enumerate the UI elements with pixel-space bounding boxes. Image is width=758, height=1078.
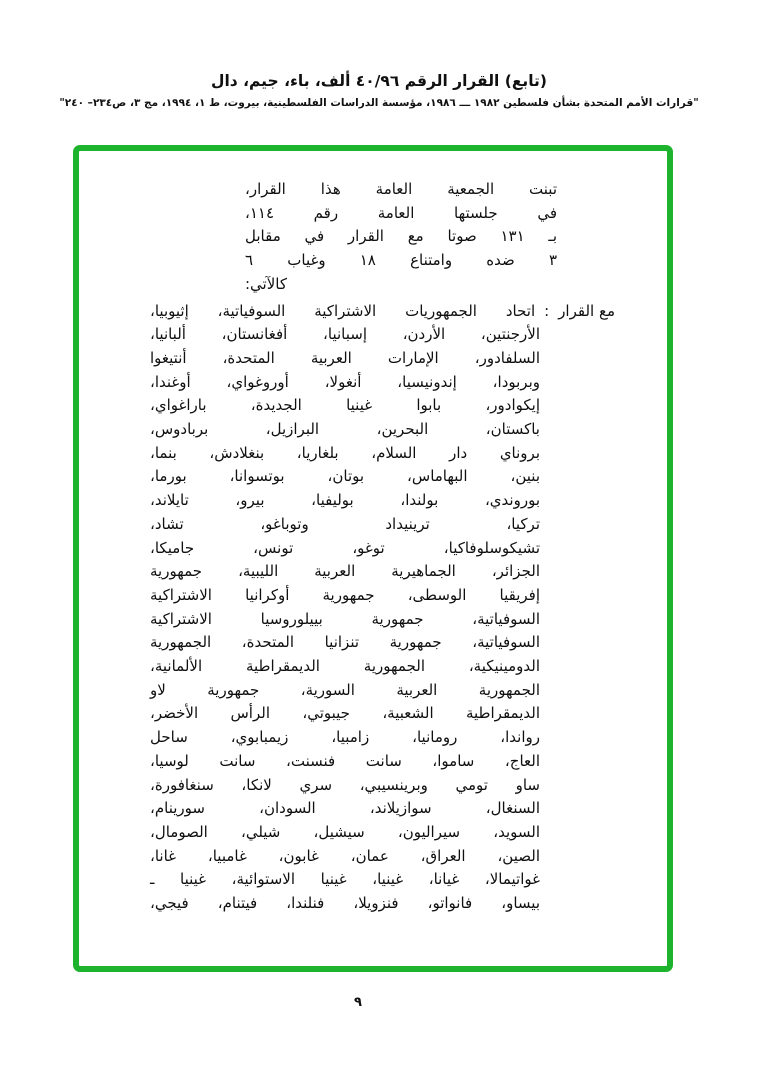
country-list-line: بيساو، فانواتو، فنزويلا، فنلندا، فيتنام، فيجي،: [150, 894, 540, 913]
resolution-text: [79, 151, 667, 916]
vote-result-label: مع القرار: [558, 301, 615, 320]
vote-first-line: [150, 300, 615, 324]
intro-line: تبنت الجمعية العامة هذا القرار،: [245, 180, 557, 198]
country-list-line: الجمهورية العربية السورية، جمهورية لاو: [150, 680, 540, 699]
country-list-line: بنين، البهاماس، بوتان، بوتسوانا، بورما،: [150, 467, 540, 486]
country-list-line: الأرجنتين، الأردن، إسبانيا، أفغانستان، ألبانيا،: [150, 325, 540, 344]
country-list-line: إيكوادور، بابوا غينيا الجديدة، باراغواي،: [150, 396, 540, 415]
intro-line: كالآتي:: [245, 274, 287, 293]
country-list-line: السوفياتية، جمهورية تنزانيا المتحدة، الجمهورية: [150, 633, 540, 652]
source-citation: "قرارات الأمم المتحدة بشأن فلسطين ١٩٨٢ ـــ ١٩٨٦، مؤسسة الدراسات الفلسطينية، بيروت، ط ١، ١٩٩٤، مج ٣، ص٢٣٤– ٢٤٠": [59, 97, 699, 109]
country-list-line: غواتيمالا، غيانا، غينيا، غينيا الاستوائية، غينيا ـ: [150, 870, 540, 889]
country-list-line: السلفادور، الإمارات العربية المتحدة، أنتيغوا: [150, 348, 540, 367]
country-list-line: رواندا، رومانيا، زامبيا، زيمبابوي، ساحل: [150, 728, 540, 747]
page-header: [0, 72, 758, 109]
country-list-line: الديمقراطية الشعبية، جيبوتي، الرأس الأخضر،: [150, 704, 540, 723]
page-number: ٩: [354, 995, 362, 1010]
country-list-line: بروناي دار السلام، بلغاريا، بنغلادش، بنما،: [150, 443, 540, 462]
country-list-line: بوروندي، بولندا، بوليفيا، بيرو، تايلاند،: [150, 491, 540, 510]
country-list-line: الجزائر، الجماهيرية العربية الليبية، جمهورية: [150, 562, 540, 581]
page-title: (تابع) القرار الرقم ٤٠/٩٦ ألف، باء، جيم، دال: [211, 72, 547, 90]
vote-label-colon: :: [544, 301, 550, 320]
country-list-line: تشيكوسلوفاكيا، توغو، تونس، جاميكا،: [150, 538, 540, 557]
country-list-line: ساو تومي وبرينسيبي، سري لانكا، سنغافورة،: [150, 775, 540, 794]
country-list-line: الدومينيكية، الجمهورية الديمقراطية الألمانية،: [150, 657, 540, 676]
content-frame: [73, 145, 673, 972]
country-list-line: الصين، العراق، عمان، غابون، غامبيا، غانا،: [150, 846, 540, 865]
country-list-line: السويد، سيراليون، سيشيل، شيلي، الصومال،: [150, 822, 540, 841]
country-list-line: العاج، ساموا، سانت فنسنت، سانت لوسيا،: [150, 751, 540, 770]
country-list-line: السنغال، سوازيلاند، السودان، سورينام،: [150, 799, 540, 818]
country-list-line: وبربودا، إندونيسيا، أنغولا، أوروغواي، أوغندا،: [150, 372, 540, 391]
intro-line: ٣ ضده وامتناع ١٨ وغياب ٦: [245, 251, 557, 270]
country-list-line: باكستان، البحرين، البرازيل، بربادوس،: [150, 420, 540, 439]
votes-in-favour-block: [150, 300, 615, 916]
country-list-line: السوفياتية، جمهورية بييلوروسيا الاشتراكية: [150, 609, 540, 628]
country-list-line: إفريقيا الوسطى، جمهورية أوكرانيا الاشتراكية: [150, 585, 540, 604]
adoption-intro-paragraph: [245, 178, 557, 297]
country-list-line: اتحاد الجمهوريات الاشتراكية السوفياتية، إثيوبيا،: [150, 301, 536, 320]
intro-line: في جلستها العامة رقم ١١٤،: [245, 203, 557, 222]
country-list-line: تركيا، ترينيداد وتوباغو، تشاد،: [150, 514, 540, 533]
intro-line: بـ ١٣١ صوتا مع القرار في مقابل: [245, 227, 557, 246]
